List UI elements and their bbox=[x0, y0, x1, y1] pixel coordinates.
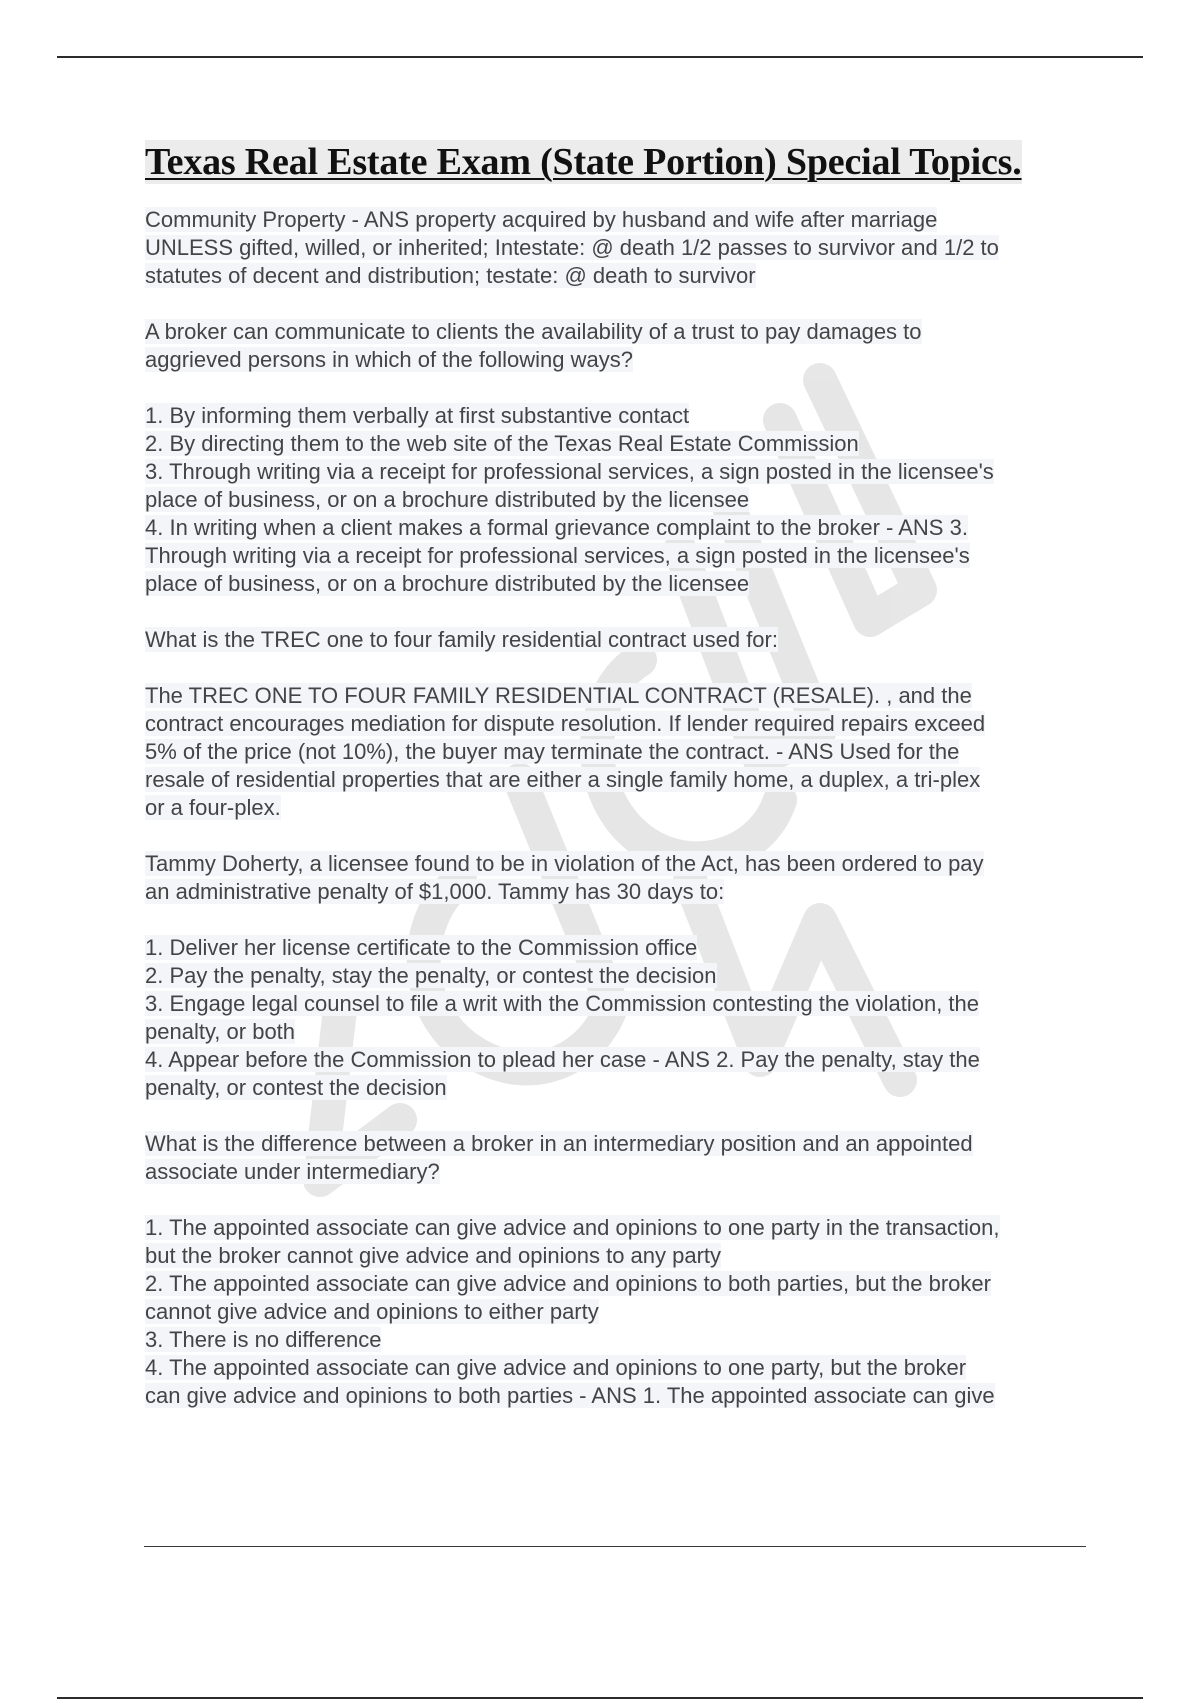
text-line: statutes of decent and distribution; testate: @ death to survivor bbox=[145, 263, 756, 288]
text-line: place of business, or on a brochure distributed by the licensee bbox=[145, 571, 750, 596]
paragraph bbox=[145, 402, 1090, 598]
text-line: 2. The appointed associate can give advice and opinions to both parties, but the broker bbox=[145, 1271, 991, 1296]
footer-rule bbox=[144, 1546, 1086, 1547]
text-line: 2. By directing them to the web site of the Texas Real Estate Commission bbox=[145, 431, 859, 456]
text-line: can give advice and opinions to both parties - ANS 1. The appointed associate can give bbox=[145, 1383, 995, 1408]
paragraph bbox=[145, 1130, 1090, 1186]
page-bottom-rule bbox=[57, 1697, 1143, 1699]
text-line: 4. The appointed associate can give advice and opinions to one party, but the broker bbox=[145, 1355, 967, 1380]
document-body bbox=[145, 140, 1090, 1438]
text-line: Through writing via a receipt for professional services, a sign posted in the licensee's bbox=[145, 543, 970, 568]
text-line: 1. The appointed associate can give advice and opinions to one party in the transaction, bbox=[145, 1215, 1000, 1240]
paragraph bbox=[145, 682, 1090, 822]
text-line: A broker can communicate to clients the availability of a trust to pay damages to bbox=[145, 319, 922, 344]
text-line: Tammy Doherty, a licensee found to be in violation of the Act, has been ordered to pay bbox=[145, 851, 984, 876]
text-line: 4. In writing when a client makes a formal grievance complaint to the broker - ANS 3. bbox=[145, 515, 968, 540]
paragraph bbox=[145, 206, 1090, 290]
text-line: The TREC ONE TO FOUR FAMILY RESIDENTIAL CONTRACT (RESALE). , and the bbox=[145, 683, 972, 708]
paragraph bbox=[145, 850, 1090, 906]
text-line: 3. Engage legal counsel to file a writ with the Commission contesting the violation, the bbox=[145, 991, 980, 1016]
text-line: UNLESS gifted, willed, or inherited; Intestate: @ death 1/2 passes to survivor and 1/2 to bbox=[145, 235, 999, 260]
text-line: aggrieved persons in which of the following ways? bbox=[145, 347, 633, 372]
text-line: penalty, or both bbox=[145, 1019, 296, 1044]
header-rule bbox=[57, 56, 1143, 58]
text-line: associate under intermediary? bbox=[145, 1159, 440, 1184]
text-line: What is the difference between a broker in an intermediary position and an appointed bbox=[145, 1131, 973, 1156]
text-line: or a four-plex. bbox=[145, 795, 281, 820]
paragraph bbox=[145, 318, 1090, 374]
text-line: but the broker cannot give advice and opinions to any party bbox=[145, 1243, 722, 1268]
text-line: contract encourages mediation for dispute resolution. If lender required repairs exceed bbox=[145, 711, 986, 736]
text-line: Community Property - ANS property acquired by husband and wife after marriage bbox=[145, 207, 938, 232]
text-line: 2. Pay the penalty, stay the penalty, or contest the decision bbox=[145, 963, 717, 988]
text-line: What is the TREC one to four family residential contract used for: bbox=[145, 627, 778, 652]
text-line: penalty, or contest the decision bbox=[145, 1075, 447, 1100]
text-line: 1. By informing them verbally at first substantive contact bbox=[145, 403, 690, 428]
text-line: place of business, or on a brochure distributed by the licensee bbox=[145, 487, 750, 512]
paragraph bbox=[145, 1214, 1090, 1410]
paragraph bbox=[145, 934, 1090, 1102]
text-line: an administrative penalty of $1,000. Tammy has 30 days to: bbox=[145, 879, 725, 904]
document-title: Texas Real Estate Exam (State Portion) Special Topics. bbox=[145, 141, 1022, 183]
text-line: 5% of the price (not 10%), the buyer may terminate the contract. - ANS Used for the bbox=[145, 739, 960, 764]
text-line: 4. Appear before the Commission to plead her case - ANS 2. Pay the penalty, stay the bbox=[145, 1047, 980, 1072]
text-line: 3. Through writing via a receipt for professional services, a sign posted in the licensee's bbox=[145, 459, 994, 484]
text-line: resale of residential properties that are either a single family home, a duplex, a tri-plex bbox=[145, 767, 981, 792]
paragraph-list bbox=[145, 206, 1090, 1410]
paragraph bbox=[145, 626, 1090, 654]
text-line: 1. Deliver her license certificate to the Commission office bbox=[145, 935, 698, 960]
text-line: 3. There is no difference bbox=[145, 1327, 382, 1352]
text-line: cannot give advice and opinions to either party bbox=[145, 1299, 599, 1324]
